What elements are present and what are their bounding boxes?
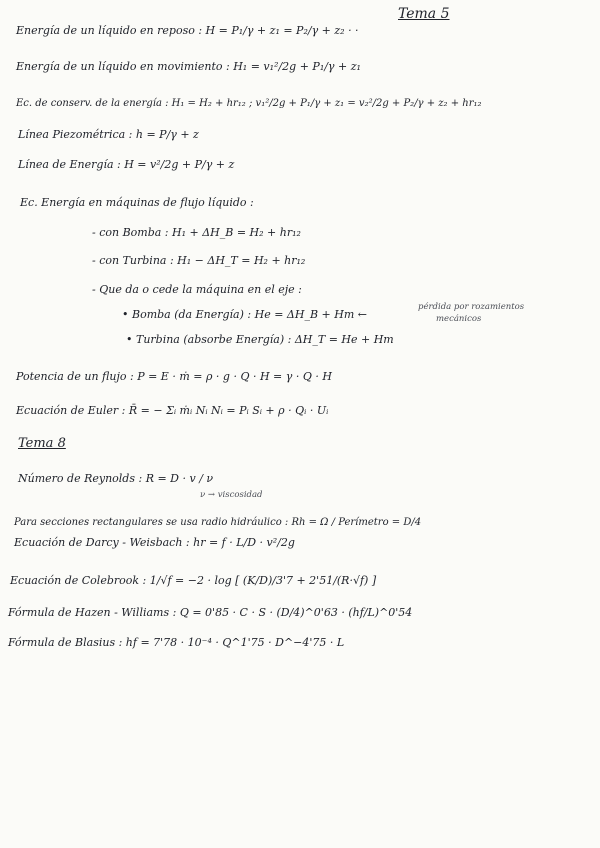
note-line: - con Turbina : H₁ − ΔH_T = H₂ + hr₁₂ [92,254,306,267]
note-line: Línea Piezométrica : h = P/γ + z [18,128,199,141]
side-note: mecánicos [436,314,482,324]
note-line: Para secciones rectangulares se usa radio hidráulico : Rh = Ω / Perímetro = D/4 [14,517,422,528]
note-line: • Turbina (absorbe Energía) : ΔH_T = He + Hm [126,333,394,346]
note-line: Ecuación de Colebrook : 1/√f = −2 · log [ (K/D)/3'7 + 2'51/(R·√f) ] [10,574,377,587]
note-line: - con Bomba : H₁ + ΔH_B = H₂ + hr₁₂ [92,226,301,239]
note-line: Potencia de un flujo : P = E · ṁ = ρ · g · Q · H = γ · Q · H [16,370,332,383]
note-line: Fórmula de Hazen - Williams : Q = 0'85 · C · S · (D/4)^0'63 · (hf/L)^0'54 [8,606,413,619]
note-line: Línea de Energía : H = v²/2g + P/γ + z [18,158,235,171]
side-note: pérdida por rozamientos [418,302,525,312]
note-line: Ecuación de Darcy - Weisbach : hr = f · L/D · v²/2g [14,536,295,549]
page-header-title: Tema 5 [398,6,450,22]
note-line: Ec. de conserv. de la energía : H₁ = H₂ + hr₁₂ ; v₁²/2g + P₁/γ + z₁ = v₂²/2g + P₂/γ + z₂ + hr₁₂ [16,98,482,109]
side-note: ν → viscosidad [200,490,263,500]
note-line: Número de Reynolds : R = D · v / ν [18,472,214,485]
note-line: Ecuación de Euler : R̄ = − Σᵢ ṁᵢ Nᵢ Nᵢ = Pᵢ Sᵢ + ρ · Qᵢ · Uᵢ [16,404,329,417]
note-line: Fórmula de Blasius : hf = 7'78 · 10⁻⁴ · Q^1'75 · D^−4'75 · L [8,636,345,649]
note-line: • Bomba (da Energía) : He = ΔH_B + Hm ← [122,308,367,321]
note-line: Ec. Energía en máquinas de flujo líquido : [20,196,254,209]
note-line: - Que da o cede la máquina en el eje : [92,283,302,296]
note-line: Energía de un líquido en movimiento : H₁ = v₁²/2g + P₁/γ + z₁ [16,60,361,73]
note-line: Energía de un líquido en reposo : H = P₁/γ + z₁ = P₂/γ + z₂ · · [16,24,359,37]
section-title: Tema 8 [18,436,66,451]
